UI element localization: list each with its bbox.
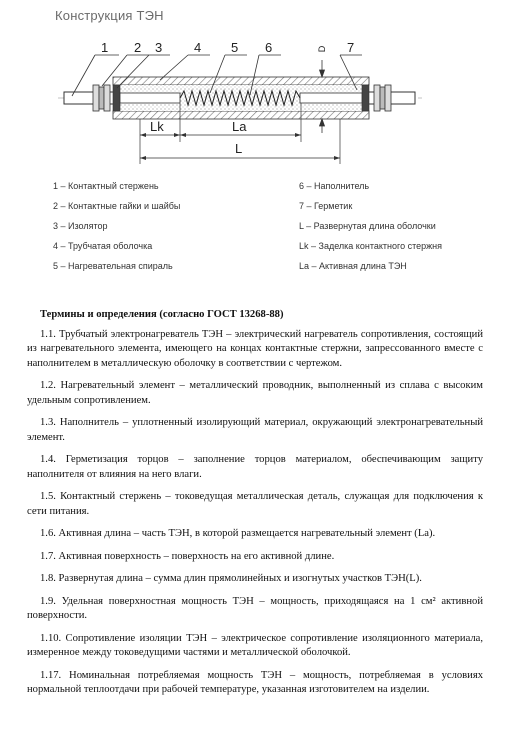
- legend-item: 3 – Изолятор: [53, 221, 108, 231]
- callout-3: 3: [155, 40, 163, 55]
- paragraph: 1.8. Развернутая длина – сумма длин прямолинейных и изогнутых участков ТЭН(L).: [40, 573, 422, 584]
- terms-section: [27, 308, 483, 706]
- paragraph: 1.9. Удельная поверхностная мощность ТЭН – мощность, приходящаяся на 1 см² активной поверхности.: [27, 595, 483, 621]
- dim-l-label: L: [235, 141, 243, 156]
- paragraph: 1.2. Нагревательный элемент – металлический проводник, выполненный из сплава с высоким удельным сопротивлением.: [27, 380, 483, 406]
- dim-la-label: La: [232, 119, 247, 134]
- legend-item: L – Развернутая длина оболочки: [299, 221, 436, 231]
- legend-right: [299, 181, 442, 281]
- tubular-sheath-top: [113, 77, 369, 85]
- legend-item: Lk – Заделка контактного стержня: [299, 241, 442, 251]
- callout-2: 2: [134, 40, 142, 55]
- callout-d: D: [317, 45, 327, 53]
- paragraph: 1.17. Номинальная потребляемая мощность ТЭН – мощность, потребляемая в условиях нормальной теплоотдачи при рабочей температуре, указанная изготовителем на изделии.: [27, 669, 483, 695]
- insulator-left: [113, 85, 120, 111]
- paragraph: 1.6. Активная длина – часть ТЭН, в которой размещается нагревательный элемент (La).: [40, 528, 436, 539]
- paragraph: 1.4. Герметизация торцов – заполнение торцов материалом, обеспечивающим защиту наполнителя от влияния на него влаги.: [27, 454, 483, 480]
- legend-item: 6 – Наполнитель: [299, 181, 370, 191]
- callout-5: 5: [231, 40, 239, 55]
- paragraph: 1.3. Наполнитель – уплотненный изолирующий материал, окружающий электронагревательный элемент.: [27, 417, 483, 443]
- paragraph: 1.1. Трубчатый электронагреватель ТЭН – электрический нагреватель сопротивления, состоящий из нагревательного элемента, имеющего на концах контактные стержни, запрессованного вместе с наполнителем в металлическую оболочку в соответствии с чертежом.: [27, 328, 483, 369]
- callout-1: 1: [101, 40, 109, 55]
- figure-title: Конструкция ТЭН: [55, 8, 164, 23]
- rod-embed-left: [120, 93, 180, 103]
- legend-item: 7 – Герметик: [299, 201, 353, 211]
- callout-7: 7: [347, 40, 355, 55]
- callout-6: 6: [265, 40, 273, 55]
- rod-embed-right: [300, 93, 362, 103]
- contact-nuts-right: [374, 85, 391, 111]
- dim-lk-label: Lk: [150, 119, 164, 134]
- tubular-sheath-bottom: [113, 111, 369, 119]
- section-heading: Термины и определения (согласно ГОСТ 13268-88): [40, 309, 284, 320]
- legend-left: [53, 181, 180, 281]
- legend-item: La – Активная длина ТЭН: [299, 261, 407, 271]
- insulator-right: [362, 85, 369, 111]
- paragraph: 1.10. Сопротивление изоляции ТЭН – электрическое сопротивление изоляционного материала, измеренное между токоведущими частями и металлической оболочкой.: [27, 632, 483, 658]
- legend-item: 2 – Контактные гайки и шайбы: [53, 201, 181, 211]
- paragraph: 1.5. Контактный стержень – токоведущая металлическая деталь, служащая для подключения к сети питания.: [27, 491, 483, 517]
- paragraph: 1.7. Активная поверхность – поверхность на его активной длине.: [40, 550, 335, 562]
- callout-4: 4: [194, 40, 202, 55]
- heater-construction-diagram: [0, 0, 520, 180]
- legend-item: 4 – Трубчатая оболочка: [53, 241, 153, 251]
- legend-item: 5 – Нагревательная спираль: [53, 261, 173, 271]
- contact-nuts-left: [93, 85, 110, 111]
- legend-item: 1 – Контактный стержень: [53, 181, 159, 191]
